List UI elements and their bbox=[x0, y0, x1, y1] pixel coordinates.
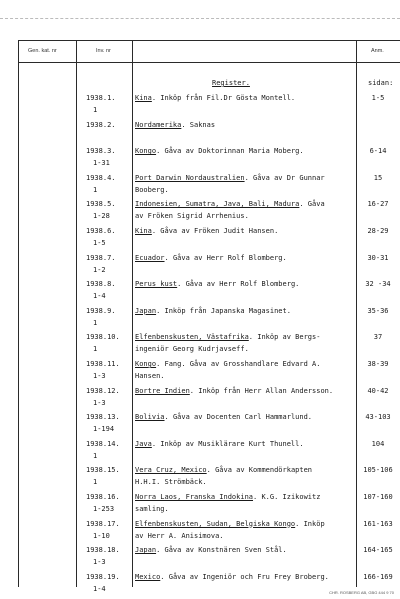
entry-item-range: 1 bbox=[93, 106, 98, 114]
entry-number: 1938.12. bbox=[86, 386, 120, 395]
entry-number: 1938.17. bbox=[86, 519, 120, 528]
entry-pages: 30-31 bbox=[367, 253, 389, 262]
entry-number: 1938.16. bbox=[86, 493, 120, 501]
register-entry bbox=[0, 200, 400, 224]
entry-item-range: 1-2 bbox=[93, 265, 106, 274]
entry-item-range: 1 bbox=[93, 451, 98, 460]
entry-item-range: 1-253 bbox=[93, 505, 115, 513]
entry-description-cont: Hansen. bbox=[135, 372, 165, 380]
entry-item-range: 1 bbox=[93, 318, 98, 327]
entry-description-cont: samling. bbox=[135, 505, 169, 513]
entry-item-range: 1 bbox=[93, 345, 98, 354]
entry-description: Kina. Gåva av Fröken Judit Hansen. bbox=[135, 227, 279, 235]
register-entry bbox=[0, 413, 400, 437]
entry-description: Elfenbenskusten, Sudan, Belgiska Kongo. Inköp bbox=[135, 519, 325, 528]
header-inv-nr: Inv. nr bbox=[96, 48, 111, 54]
register-title: Register. bbox=[212, 79, 250, 87]
entry-pages: 16-27 bbox=[367, 200, 389, 209]
entry-description: Bolivia. Gåva av Docenten Carl Hammarlund. bbox=[135, 413, 313, 422]
entry-pages: 6-14 bbox=[369, 147, 387, 156]
entry-pages: 35-36 bbox=[367, 306, 389, 315]
entry-number: 1938.13. bbox=[86, 413, 120, 422]
header-gen-kat-nr: Gen. kat. nr bbox=[28, 48, 57, 54]
entry-item-range: 1-3 bbox=[93, 372, 106, 380]
register-entry bbox=[0, 280, 400, 304]
entry-item-range: 1-4 bbox=[93, 584, 106, 593]
register-entry bbox=[0, 333, 400, 357]
entry-number: 1938.14. bbox=[86, 439, 120, 448]
entry-pages: 164-165 bbox=[363, 546, 393, 555]
entry-description: Vera Cruz, Mexico. Gåva av Kommendörkapten bbox=[135, 466, 313, 475]
entry-pages: 43-103 bbox=[365, 413, 391, 422]
header-anm: Anm. bbox=[371, 48, 384, 54]
entry-description: Elfenbenskusten, Västafrika. Inköp av Bergs- bbox=[135, 333, 321, 342]
entry-item-range: 1-3 bbox=[93, 398, 106, 407]
entry-pages: 161-163 bbox=[363, 519, 393, 528]
entry-number: 1938.10. bbox=[86, 333, 120, 342]
entry-number: 1938.9. bbox=[86, 306, 116, 315]
entry-pages: 107-160 bbox=[363, 493, 393, 501]
entry-description: Indonesien, Sumatra, Java, Bali, Madura. Gåva bbox=[135, 200, 325, 209]
register-entry bbox=[0, 307, 400, 331]
entry-pages: 105-106 bbox=[363, 466, 393, 475]
entry-description: Kina. Inköp från Fil.Dr Gösta Montell. bbox=[135, 94, 296, 102]
entry-number: 1938.1. bbox=[86, 94, 116, 102]
entry-description-cont: ingeniör Georg Kudrjavseff. bbox=[135, 345, 249, 354]
entry-description: Japan. Gåva av Konstnären Sven Stål. bbox=[135, 546, 287, 555]
entry-number: 1938.11. bbox=[86, 360, 120, 368]
entry-description-cont: H.H.I. Strömbäck. bbox=[135, 478, 207, 487]
entry-number: 1938.5. bbox=[86, 200, 116, 209]
entry-item-range: 1-194 bbox=[93, 425, 115, 434]
register-entry bbox=[0, 254, 400, 278]
entry-number: 1938.3. bbox=[86, 147, 116, 156]
entry-item-range: 1 bbox=[93, 478, 98, 487]
top-perforation bbox=[0, 18, 400, 19]
entry-pages: 37 bbox=[373, 333, 383, 342]
entry-number: 1938.18. bbox=[86, 546, 120, 555]
header-bottom-rule bbox=[18, 62, 400, 63]
entry-number: 1938.6. bbox=[86, 227, 116, 235]
entry-item-range: 1-28 bbox=[93, 212, 110, 221]
register-entry bbox=[0, 493, 400, 517]
entry-description: Kongo. Fang. Gåva av Grosshandlare Edvard A. bbox=[135, 360, 321, 368]
entry-description: Mexico. Gåva av Ingeniör och Fru Frey Broberg. bbox=[135, 572, 329, 581]
register-entry bbox=[0, 147, 400, 171]
entry-number: 1938.15. bbox=[86, 466, 120, 475]
entry-number: 1938.7. bbox=[86, 253, 116, 262]
entry-description-cont: Booberg. bbox=[135, 185, 169, 194]
entry-number: 1938.2. bbox=[86, 120, 116, 129]
register-entry bbox=[0, 466, 400, 490]
entry-item-range: 1-10 bbox=[93, 531, 110, 540]
header-top-rule bbox=[18, 40, 400, 41]
register-entry bbox=[0, 94, 400, 118]
entry-item-range: 1-4 bbox=[93, 292, 106, 301]
register-entry bbox=[0, 360, 400, 384]
sidan-label: sidan: bbox=[368, 79, 394, 87]
entry-pages: 38-39 bbox=[367, 360, 389, 368]
entry-pages: 1-5 bbox=[371, 94, 385, 102]
entry-description: Nordamerika. Saknas bbox=[135, 120, 216, 129]
entry-item-range: 1-3 bbox=[93, 558, 106, 567]
entry-number: 1938.19. bbox=[86, 572, 120, 581]
entry-description: Norra Laos, Franska Indokina. K.G. Izikowitz bbox=[135, 493, 321, 501]
entry-description: Ecuador. Gåva av Herr Rolf Blomberg. bbox=[135, 253, 287, 262]
entry-number: 1938.8. bbox=[86, 280, 116, 289]
entry-item-range: 1-5 bbox=[93, 239, 106, 247]
entry-item-range: 1-31 bbox=[93, 159, 110, 168]
entry-number: 1938.4. bbox=[86, 173, 116, 182]
entry-pages: 166-169 bbox=[363, 572, 393, 581]
entry-pages: 28-29 bbox=[367, 227, 389, 235]
register-entry bbox=[0, 520, 400, 544]
entry-description-cont: av Herr A. Anisimova. bbox=[135, 531, 224, 540]
entry-item-range: 1 bbox=[93, 185, 98, 194]
entry-description: Kongo. Gåva av Doktorinnan Maria Moberg. bbox=[135, 147, 304, 156]
entry-description: Japan. Inköp från Japanska Magasinet. bbox=[135, 306, 291, 315]
entry-description: Port Darwin Nordaustralien. Gåva av Dr Gunnar bbox=[135, 173, 325, 182]
entry-pages: 104 bbox=[371, 439, 385, 448]
entry-description: Bortre Indien. Inköp från Herr Allan Andersson. bbox=[135, 386, 334, 395]
entry-pages: 40-42 bbox=[367, 386, 389, 395]
entry-description-cont: av Fröken Sigrid Arrhenius. bbox=[135, 212, 249, 221]
entry-description: Perus kust. Gåva av Herr Rolf Blomberg. bbox=[135, 280, 300, 289]
register-entry bbox=[0, 227, 400, 251]
entry-pages: 15 bbox=[373, 173, 383, 182]
entry-pages: 32 -34 bbox=[365, 280, 391, 289]
register-entry bbox=[0, 387, 400, 411]
register-entry bbox=[0, 174, 400, 198]
register-entry bbox=[0, 121, 400, 145]
register-entry bbox=[0, 546, 400, 570]
printer-imprint: CHR. ROSBERG AB, GBG 444 9 70 bbox=[329, 590, 394, 595]
entry-description: Java. Inköp av Musiklärare Kurt Thunell. bbox=[135, 439, 304, 448]
register-entry bbox=[0, 440, 400, 464]
